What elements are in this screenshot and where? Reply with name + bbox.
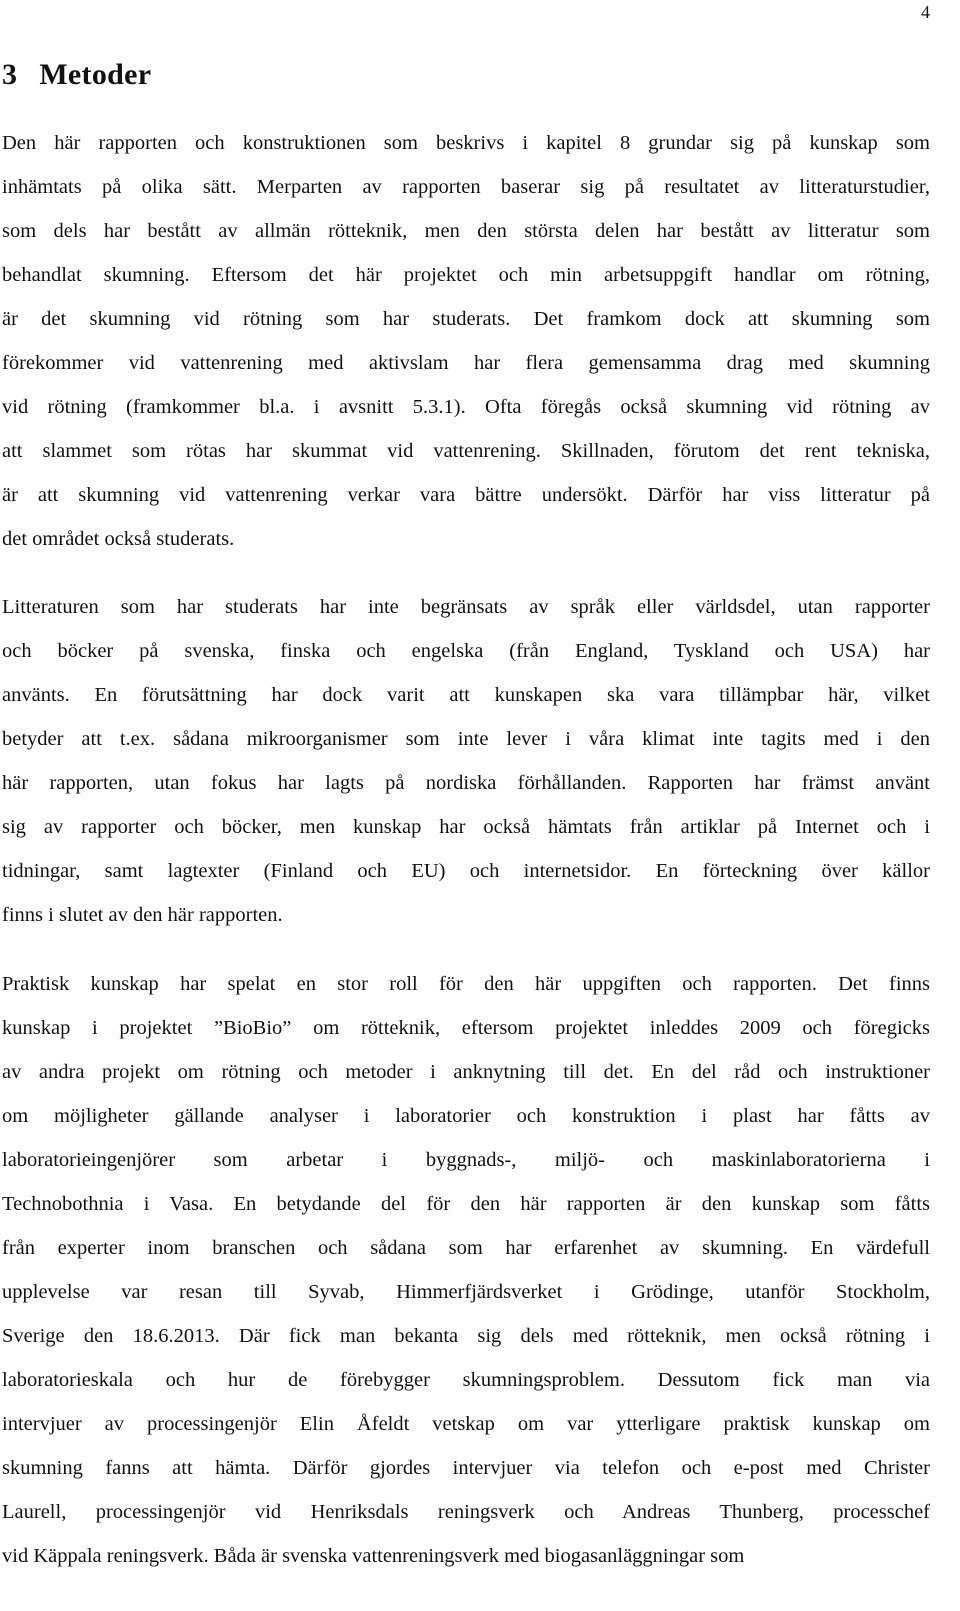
paragraph-line: tidningar, samt lagtexter (Finland och EU) och internetsidor. En förteckning över källor — [2, 860, 930, 882]
page-number: 4 — [921, 2, 930, 22]
paragraph-line: använts. En förutsättning har dock varit att kunskapen ska vara tillämpbar här, vilket — [2, 684, 930, 706]
paragraph-line: vid Käppala reningsverk. Båda är svenska vattenreningsverk med biogasanläggningar som — [2, 1545, 745, 1567]
paragraph-line: laboratorieingenjörer som arbetar i byggnads-, miljö- och maskinlaboratorierna i — [2, 1149, 930, 1171]
paragraph-line: är det skumning vid rötning som har studerats. Det framkom dock att skumning som — [2, 308, 930, 330]
section-title: Metoder — [39, 58, 152, 91]
paragraph-literature — [2, 585, 930, 937]
paragraph-sources — [2, 121, 930, 561]
paragraph-line: Sverige den 18.6.2013. Där fick man bekanta sig dels med rötteknik, men också rötning i — [2, 1325, 930, 1347]
paragraph-line: av andra projekt om rötning och metoder i anknytning till det. En del råd och instruktioner — [2, 1061, 930, 1083]
paragraph-line: är att skumning vid vattenrening verkar vara bättre undersökt. Därför har viss litteratur på — [2, 484, 930, 506]
paragraph-line: om möjligheter gällande analyser i laboratorier och konstruktion i plast har fåtts av — [2, 1105, 930, 1127]
paragraph-line: Praktisk kunskap har spelat en stor roll för den här uppgiften och rapporten. Det finns — [2, 973, 930, 995]
paragraph-line: kunskap i projektet ”BioBio” om rötteknik, eftersom projektet inleddes 2009 och föregicks — [2, 1017, 930, 1039]
paragraph-line: upplevelse var resan till Syvab, Himmerfjärdsverket i Grödinge, utanför Stockholm, — [2, 1281, 930, 1303]
paragraph-line: som dels har bestått av allmän rötteknik, men den största delen har bestått av litteratur som — [2, 220, 930, 242]
paragraph-line: Den här rapporten och konstruktionen som beskrivs i kapitel 8 grundar sig på kunskap som — [2, 132, 930, 154]
paragraph-line: skumning fanns att hämta. Därför gjordes intervjuer via telefon och e-post med Christer — [2, 1457, 930, 1479]
paragraph-line: här rapporten, utan fokus har lagts på nordiska förhållanden. Rapporten har främst använt — [2, 772, 930, 794]
paragraph-line: laboratorieskala och hur de förebygger skumningsproblem. Dessutom fick man via — [2, 1369, 930, 1391]
paragraph-line: sig av rapporter och böcker, men kunskap har också hämtats från artiklar på Internet och i — [2, 816, 930, 838]
paragraph-line: från experter inom branschen och sådana som har erfarenhet av skumning. En värdefull — [2, 1237, 930, 1259]
section-heading — [2, 58, 151, 92]
paragraph-line: inhämtats på olika sätt. Merparten av rapporten baserar sig på resultatet av litteraturstudier, — [2, 176, 930, 198]
paragraph-line: det området också studerats. — [2, 528, 235, 550]
paragraph-line: Laurell, processingenjör vid Henriksdals reningsverk och Andreas Thunberg, processchef — [2, 1501, 930, 1523]
paragraph-line: betyder att t.ex. sådana mikroorganismer som inte lever i våra klimat inte tagits med i den — [2, 728, 930, 750]
paragraph-practical-knowledge — [2, 962, 930, 1578]
paragraph-line: förekommer vid vattenrening med aktivslam har flera gemensamma drag med skumning — [2, 352, 930, 374]
paragraph-line: Litteraturen som har studerats har inte begränsats av språk eller världsdel, utan rapporter — [2, 596, 930, 618]
paragraph-line: att slammet som rötas har skummat vid vattenrening. Skillnaden, förutom det rent tekniska, — [2, 440, 930, 462]
paragraph-line: Technobothnia i Vasa. En betydande del för den här rapporten är den kunskap som fåtts — [2, 1193, 930, 1215]
paragraph-line: finns i slutet av den här rapporten. — [2, 904, 283, 926]
paragraph-line: och böcker på svenska, finska och engelska (från England, Tyskland och USA) har — [2, 640, 930, 662]
paragraph-line: behandlat skumning. Eftersom det här projektet och min arbetsuppgift handlar om rötning, — [2, 264, 930, 286]
paragraph-line: intervjuer av processingenjör Elin Åfeldt vetskap om var ytterligare praktisk kunskap om — [2, 1413, 930, 1435]
section-number: 3 — [2, 58, 18, 91]
paragraph-line: vid rötning (framkommer bl.a. i avsnitt 5.3.1). Ofta föregås också skumning vid rötning av — [2, 396, 930, 418]
